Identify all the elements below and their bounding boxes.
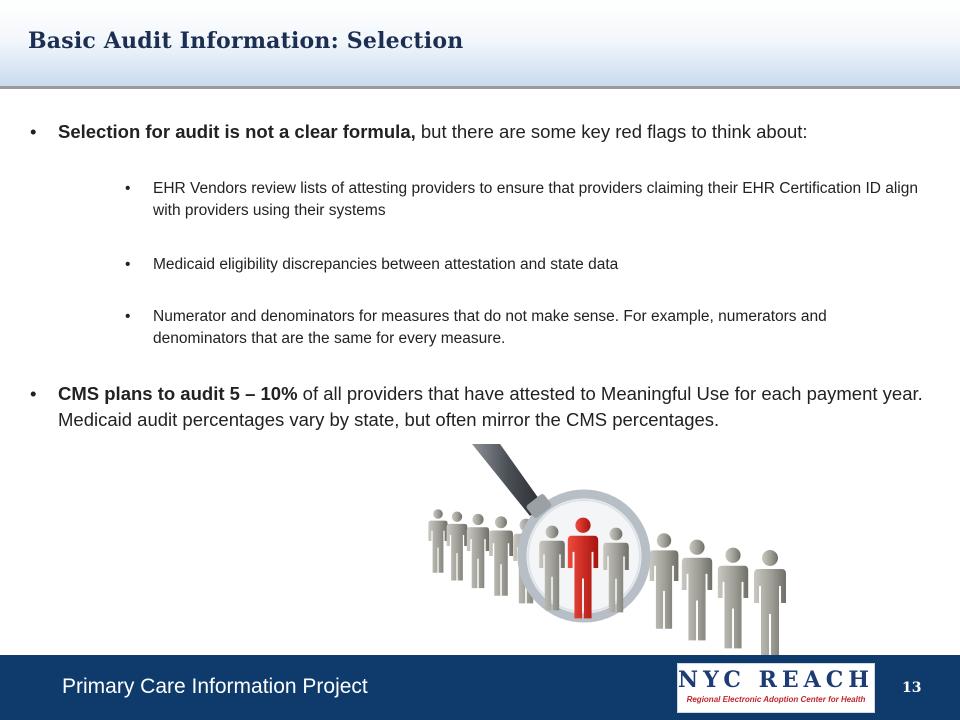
bullet-text: of all providers that have attested to Meaningful Use for each payment year. Medicaid audit percentages vary by state, but often mirror the CMS percentages. — [58, 383, 923, 430]
sub-bullet-numerator-denominator: • Numerator and denominators for measures that do not make sense. For example, numerators and denominators that are the same for every measure. — [153, 306, 923, 350]
magnifying-glass-people-icon — [424, 444, 790, 656]
bullet-selection — [58, 119, 928, 145]
bullet-bold: CMS plans to audit 5 – 10% — [58, 383, 298, 404]
bullet-bold: Selection for audit is not a clear formula, — [58, 121, 416, 142]
page-number: 13 — [902, 680, 922, 696]
sub-bullet-medicaid-eligibility: • Medicaid eligibility discrepancies between attestation and state data — [153, 254, 923, 276]
page-title: Basic Audit Information: Selection — [28, 28, 464, 54]
slide-footer — [0, 655, 960, 720]
sub-bullet-ehr-vendors: • EHR Vendors review lists of attesting providers to ensure that providers claiming their EHR Certification ID align with providers using their systems — [153, 178, 923, 222]
bullet-cms-audit — [58, 381, 928, 433]
slide-header — [0, 0, 960, 89]
bullet-text: but there are some key red flags to think about: — [415, 121, 808, 142]
project-name: Primary Care Information Project — [62, 675, 368, 698]
logo-wordmark: NYC REACH — [678, 667, 875, 693]
nyc-reach-logo — [677, 663, 875, 713]
logo-tagline: Regional Electronic Adoption Center for Health — [686, 695, 866, 704]
